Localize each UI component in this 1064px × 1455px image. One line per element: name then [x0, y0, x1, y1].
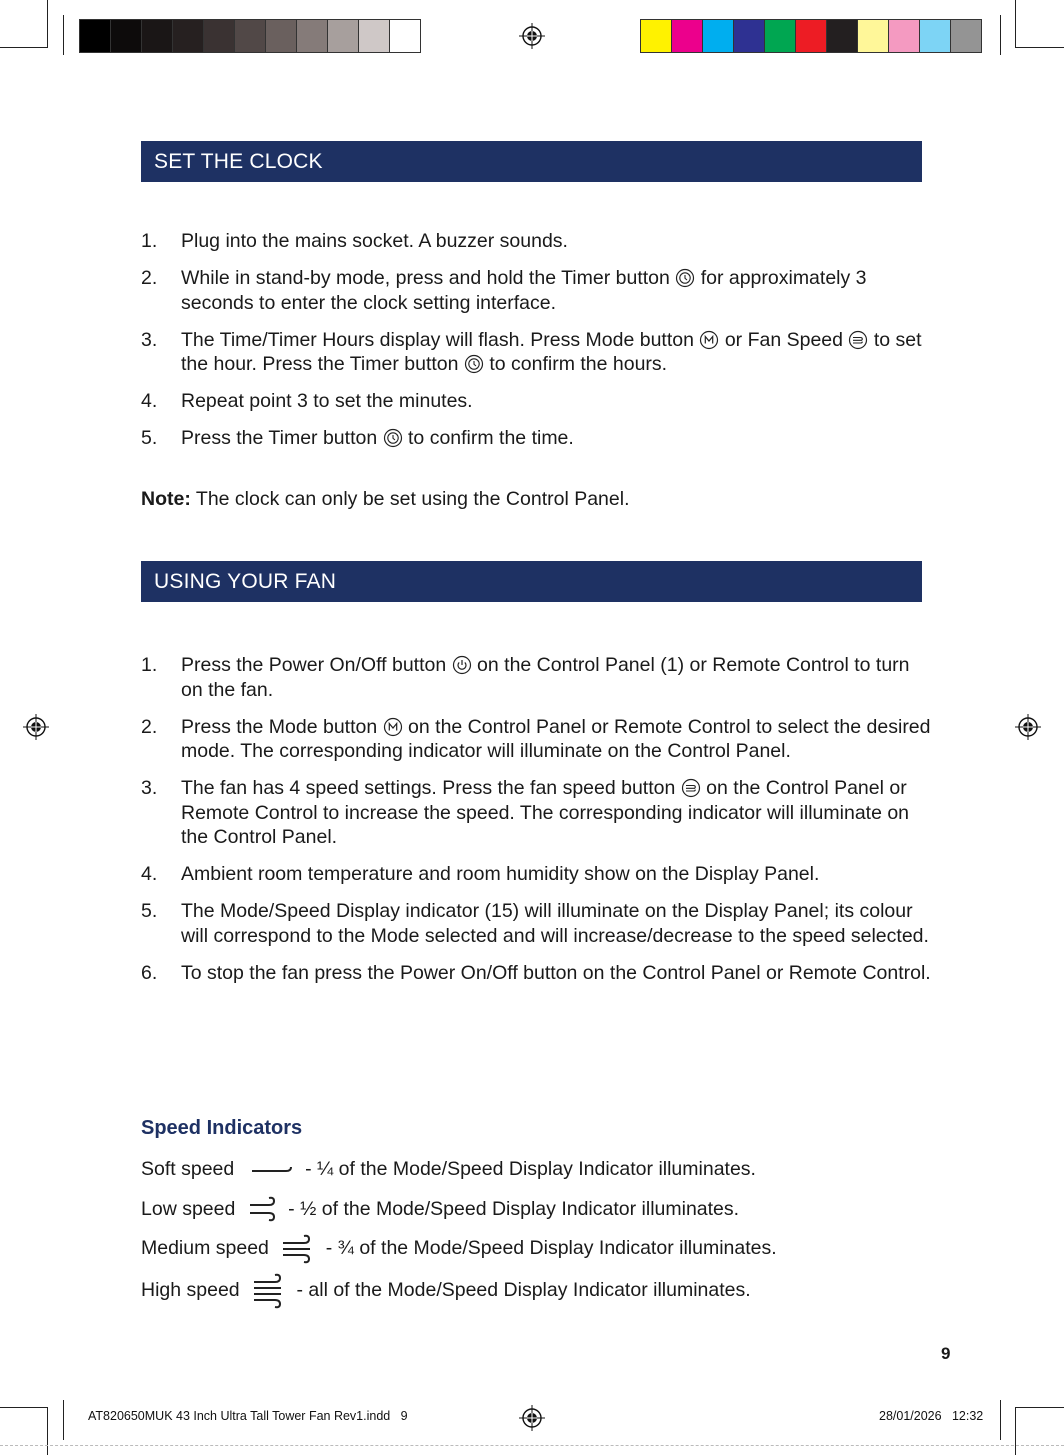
color-swatch	[919, 20, 950, 52]
list-item	[141, 862, 931, 887]
step-text: Repeat point 3 to set the minutes.	[181, 390, 473, 412]
step-number: 1.	[141, 230, 158, 252]
step-text: for approximately 3 seconds to enter the clock setting interface.	[181, 267, 867, 314]
soft-speed-wind-icon	[246, 1163, 294, 1177]
list-item	[141, 426, 931, 451]
step-number: 4.	[141, 390, 158, 412]
step-text: Ambient room temperature and room humidity show on the Display Panel.	[181, 863, 820, 885]
color-swatch	[702, 20, 733, 52]
section-title-set-the-clock: SET THE CLOCK	[141, 141, 922, 182]
color-swatch	[265, 20, 296, 52]
step-text: Press the Power On/Off button	[181, 654, 447, 676]
step-text: Plug into the mains socket. A buzzer sounds.	[181, 230, 568, 252]
list-item	[141, 776, 931, 850]
list-item	[141, 266, 931, 315]
speed-row-high	[141, 1273, 751, 1309]
color-swatch	[234, 20, 265, 52]
registration-mark-icon	[519, 23, 545, 49]
list-item	[141, 389, 931, 414]
speed-desc: - ½ of the Mode/Speed Display Indicator illuminates.	[288, 1198, 740, 1221]
speed-label: Medium speed	[141, 1237, 269, 1260]
speed-row-low	[141, 1195, 739, 1225]
step-text: The fan has 4 speed settings. Press the fan speed button	[181, 777, 676, 799]
color-swatch	[671, 20, 702, 52]
step-text: to confirm the time.	[408, 427, 574, 449]
fan-steps-list	[141, 653, 931, 998]
color-swatch	[826, 20, 857, 52]
speed-desc: - all of the Mode/Speed Display Indicator illuminates.	[296, 1279, 751, 1302]
list-item	[141, 328, 931, 377]
color-swatch	[141, 20, 172, 52]
color-swatch	[888, 20, 919, 52]
speed-indicators-heading: Speed Indicators	[141, 1117, 303, 1139]
color-swatch	[358, 20, 389, 52]
slug-datetime: 28/01/2026 12:32	[879, 1409, 984, 1423]
grayscale-swatches	[79, 19, 421, 53]
color-swatch	[203, 20, 234, 52]
registration-mark-icon	[23, 714, 49, 740]
timer-clock-icon	[383, 428, 403, 448]
speed-row-medium	[141, 1234, 777, 1264]
list-item	[141, 229, 931, 254]
timer-clock-icon	[675, 268, 695, 288]
mode-m-icon	[699, 330, 719, 350]
clock-steps-list	[141, 229, 931, 463]
step-number: 5.	[141, 427, 158, 449]
speed-row-soft	[141, 1156, 756, 1182]
color-swatch	[389, 20, 420, 52]
section-title-using-your-fan: USING YOUR FAN	[141, 561, 922, 602]
step-number: 6.	[141, 961, 158, 984]
step-text: The Mode/Speed Display indicator (15) will illuminate on the Display Panel; its colour will correspond to the Mode selected and will increase/decrease to the speed selected.	[181, 900, 929, 947]
note-label: Note:	[141, 488, 191, 510]
step-text: Press the Timer button	[181, 427, 378, 449]
color-swatch	[795, 20, 826, 52]
speed-label: High speed	[141, 1279, 240, 1302]
step-text: on the Control Panel or Remote Control to select the desired mode. The corresponding indicator will illuminate on the Control Panel.	[181, 715, 931, 762]
high-speed-wind-icon	[251, 1273, 285, 1309]
list-item	[141, 961, 931, 986]
color-swatch	[172, 20, 203, 52]
list-item	[141, 653, 931, 702]
list-item	[141, 899, 931, 948]
color-swatch	[857, 20, 888, 52]
step-text: The Time/Timer Hours display will flash. Press Mode button	[181, 328, 694, 351]
step-text: While in stand-by mode, press and hold the Timer button	[181, 267, 670, 289]
color-swatch	[80, 20, 110, 52]
color-swatch	[733, 20, 764, 52]
color-swatch	[641, 20, 671, 52]
color-swatch	[110, 20, 141, 52]
speed-label: Soft speed	[141, 1158, 235, 1180]
step-number: 3.	[141, 777, 158, 799]
step-number: 2.	[141, 267, 158, 289]
speed-desc: - ¾ of the Mode/Speed Display Indicator illuminates.	[325, 1237, 777, 1260]
clock-note	[141, 487, 630, 511]
step-text: on the Control Panel (1) or Remote Control to turn on the fan.	[181, 654, 910, 701]
color-swatch	[950, 20, 981, 52]
registration-mark-icon	[1015, 714, 1041, 740]
timer-clock-icon	[464, 354, 484, 374]
color-swatch	[296, 20, 327, 52]
step-number: 3.	[141, 328, 158, 351]
speed-label: Low speed	[141, 1198, 236, 1221]
page-number: 9	[941, 1344, 951, 1363]
color-swatch	[327, 20, 358, 52]
step-text: Press the Mode button	[181, 715, 378, 738]
medium-speed-wind-icon	[280, 1234, 314, 1264]
step-text: To stop the fan press the Power On/Off button on the Control Panel or Remote Control.	[181, 961, 931, 984]
step-text: or Fan Speed	[724, 328, 843, 351]
mode-m-icon	[383, 717, 403, 737]
step-text: to confirm the hours.	[489, 353, 668, 375]
list-item	[141, 715, 931, 764]
power-icon	[452, 655, 472, 675]
step-text: on the Control Panel or Remote Control to increase the speed. The corresponding indicator will illuminate on the Control Panel.	[181, 777, 910, 848]
speed-desc: - ¼ of the Mode/Speed Display Indicator illuminates.	[305, 1158, 756, 1180]
slug-filename: AT820650MUK 43 Inch Ultra Tall Tower Fan Rev1.indd 9	[88, 1409, 408, 1423]
fan-speed-icon	[848, 330, 868, 350]
fan-speed-icon	[681, 778, 701, 798]
step-number: 2.	[141, 715, 158, 738]
registration-mark-icon	[519, 1405, 545, 1431]
step-number: 5.	[141, 900, 158, 922]
step-number: 1.	[141, 654, 158, 676]
step-number: 4.	[141, 863, 158, 885]
note-text: The clock can only be set using the Control Panel.	[195, 488, 630, 510]
step-text: to set the hour. Press the Timer button	[181, 328, 922, 375]
color-swatches	[640, 19, 982, 53]
color-swatch	[764, 20, 795, 52]
low-speed-wind-icon	[247, 1195, 277, 1225]
